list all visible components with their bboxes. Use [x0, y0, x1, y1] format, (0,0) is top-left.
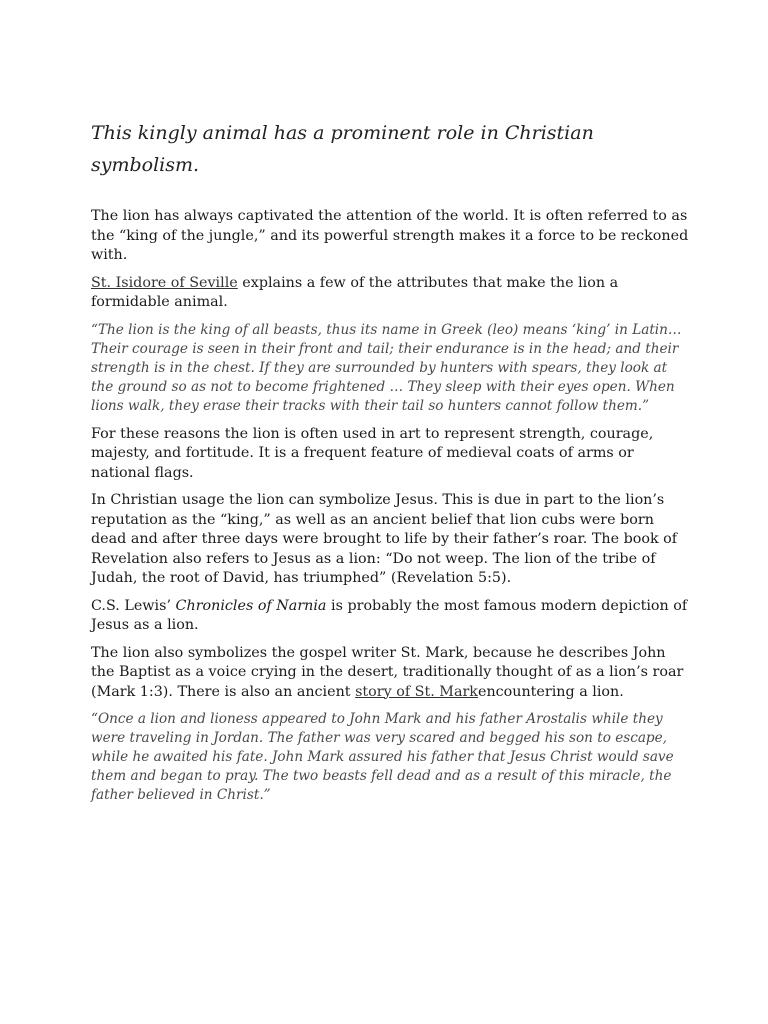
- book-title: Chronicles of Narnia: [175, 597, 327, 614]
- quote-mark: “Once a lion and lioness appeared to John Mark and his father Arostalis while they were traveling in Jordan. The father was very scared and begged his son to escape, while he awaited his fate. John Mark assured his father that Jesus Christ would save them and began to pray. The two beasts fell dead and as a result of this miracle, the father believed in Christ.”: [91, 711, 674, 803]
- paragraph-isidore: [91, 274, 691, 313]
- st-mark-story-link[interactable]: story of St. Mark: [355, 683, 478, 700]
- article-subtitle: This kingly animal has a prominent role in Christian symbolism.: [91, 122, 594, 176]
- paragraph-narnia: [91, 597, 691, 636]
- paragraph-jesus: In Christian usage the lion can symbolize Jesus. This is due in part to the lion’s reputation as the “king,” as well as an ancient belief that lion cubs were born dead and after three days were brought to life by their father’s roar. The book of Revelation also refers to Jesus as a lion: “Do not weep. The lion of the tribe of Judah, the root of David, has triumphed” (Revelation 5:5).: [91, 492, 678, 586]
- paragraph-narnia-rest: is probably the most famous modern depiction of Jesus as a lion.: [91, 597, 688, 633]
- paragraph-mark-start: The lion also symbolizes the gospel writer St. Mark, because he describes John the Baptist as a voice crying in the desert, traditionally thought of as a lion’s roar (Mark 1:3). There is also an ancient: [91, 644, 684, 700]
- paragraph-intro: The lion has always captivated the attention of the world. It is often referred to as the “king of the jungle,” and its powerful strength makes it a force to be reckoned with.: [91, 208, 689, 263]
- paragraph-mark: [91, 644, 691, 703]
- paragraph-isidore-text: explains a few of the attributes that make the lion a formidable animal.: [91, 274, 619, 310]
- paragraph-mark-rest: encountering a lion.: [477, 683, 624, 700]
- paragraph-art: For these reasons the lion is often used in art to represent strength, courage, majesty, and fortitude. It is a frequent feature of medieval coats of arms or national flags.: [91, 425, 654, 481]
- isidore-link[interactable]: St. Isidore of Seville: [91, 274, 238, 291]
- article: [91, 117, 691, 814]
- quote-isidore: “The lion is the king of all beasts, thus its name in Greek (leo) means ‘king’ in Latin… Their courage is seen in their front and tail; their endurance is in the head; and their strength is in the chest. If they are surrounded by hunters with spears, they look at the ground so as not to become frightened … They sleep with their eyes open. When lions walk, they erase their tracks with their tail so hunters cannot follow them.”: [91, 321, 682, 414]
- paragraph-narnia-start: C.S. Lewis’: [91, 597, 176, 614]
